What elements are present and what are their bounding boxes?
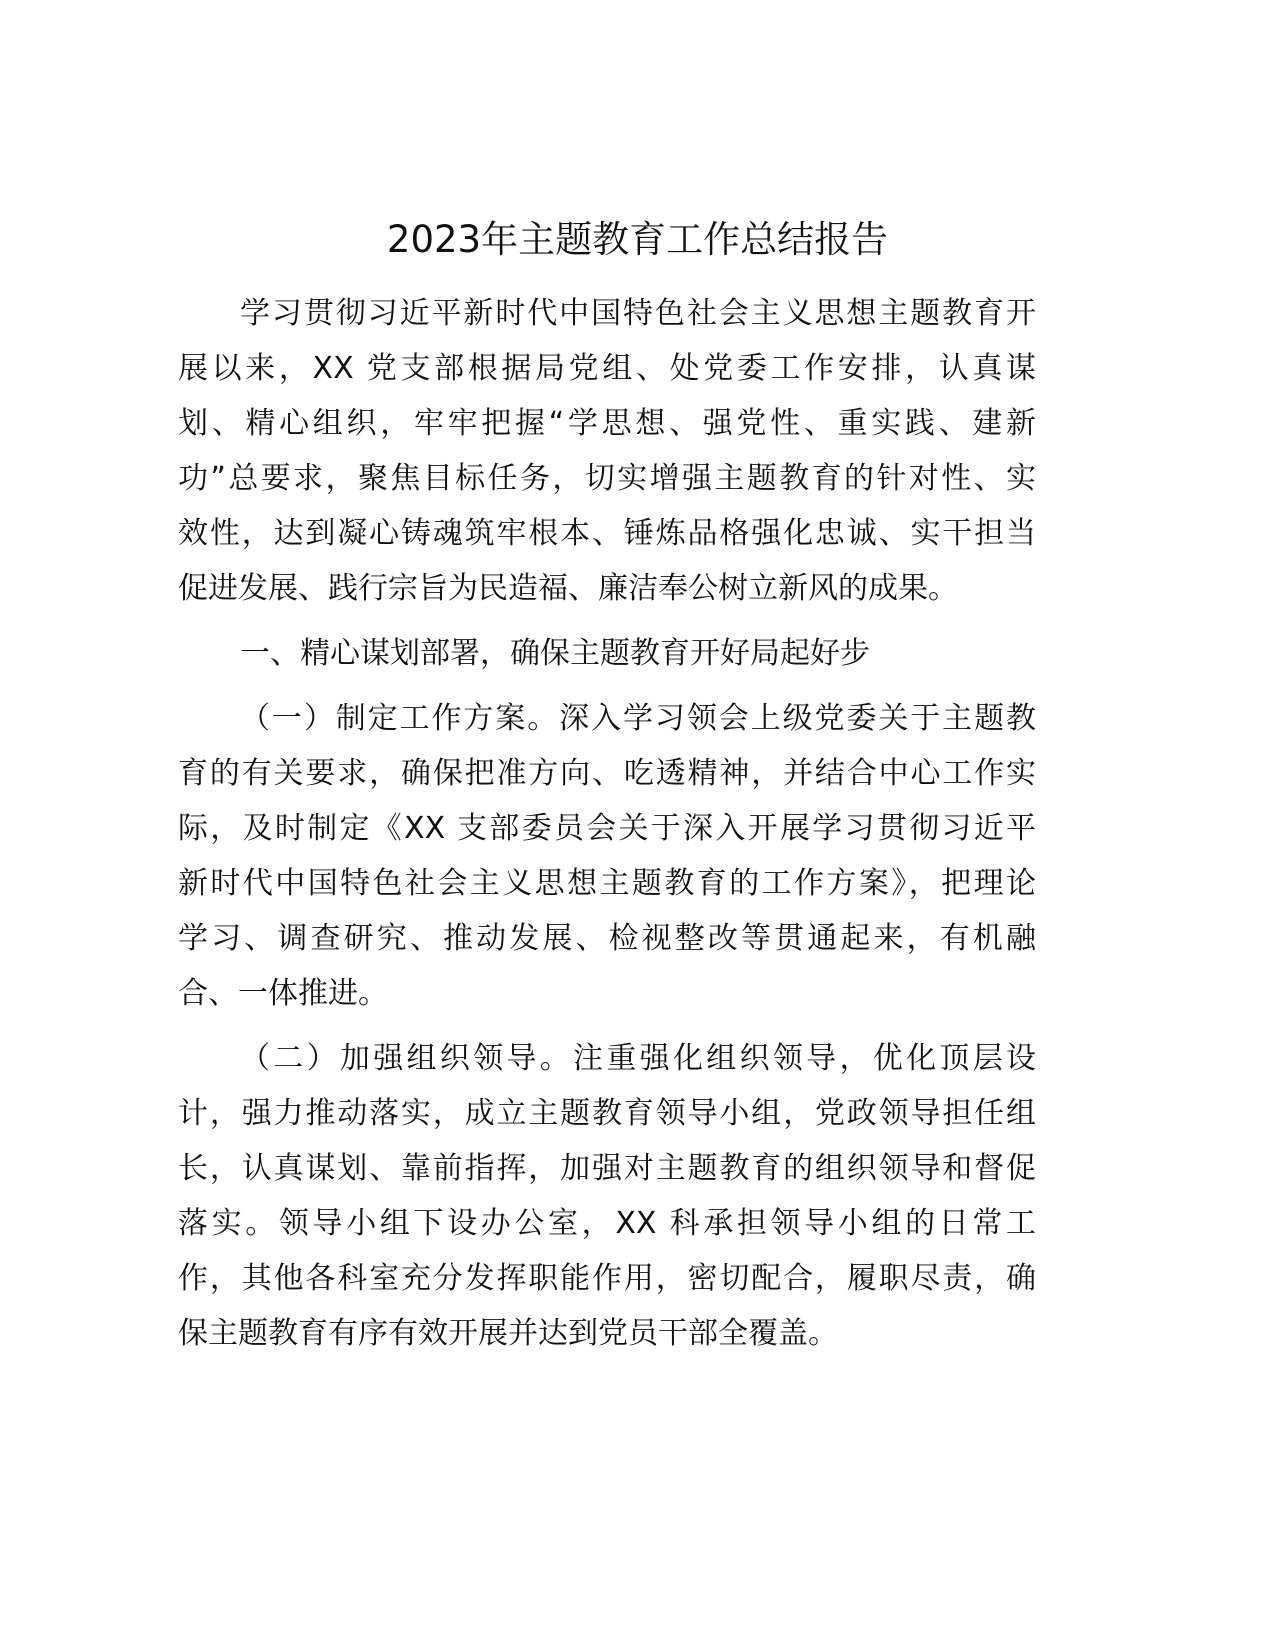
text-line: 新时代中国特色社会主义思想主题教育的工作方案》，把理论 xyxy=(178,866,1036,901)
text-line: 效性，达到凝心铸魂筑牢根本、锤炼品格强化忠诚、实干担当 xyxy=(178,516,1036,551)
text-line: 学习、调查研究、推动发展、检视整改等贯通起来，有机融 xyxy=(178,921,1036,956)
text-line: （二）加强组织领导。注重强化组织领导，优化顶层设 xyxy=(240,1041,1036,1076)
text-line: 促进发展、践行宗旨为民造福、廉洁奉公树立新风的成果。 xyxy=(178,571,958,606)
text-line: 际，及时制定《XX 支部委员会关于深入开展学习贯彻习近平 xyxy=(178,811,1036,846)
paragraph xyxy=(178,1031,1036,1361)
document-title: 2023年主题教育工作总结报告 xyxy=(386,218,889,261)
text-line: 育的有关要求，确保把准方向、吃透精神，并结合中心工作实 xyxy=(178,756,1036,791)
section-heading xyxy=(178,626,1036,681)
text-line: 学习贯彻习近平新时代中国特色社会主义思想主题教育开 xyxy=(240,296,1036,331)
paragraph xyxy=(178,691,1036,1021)
text-line: 合、一体推进。 xyxy=(178,976,388,1011)
text-line: 落实。领导小组下设办公室，XX 科承担领导小组的日常工 xyxy=(178,1206,1036,1241)
text-line: 功”总要求，聚焦目标任务，切实增强主题教育的针对性、实 xyxy=(178,461,1036,496)
text-line: 一、精心谋划部署，确保主题教育开好局起好步 xyxy=(240,636,870,671)
text-line: 展以来，XX 党支部根据局党组、处党委工作安排，认真谋 xyxy=(178,351,1036,386)
text-line: （一）制定工作方案。深入学习领会上级党委关于主题教 xyxy=(240,701,1036,736)
text-line: 作，其他各科室充分发挥职能作用，密切配合，履职尽责，确 xyxy=(178,1261,1036,1296)
paragraph xyxy=(178,286,1036,616)
text-line: 计，强力推动落实，成立主题教育领导小组，党政领导担任组 xyxy=(178,1096,1036,1131)
text-line: 保主题教育有序有效开展并达到党员干部全覆盖。 xyxy=(178,1316,838,1351)
text-line: 划、精心组织，牢牢把握“学思想、强党性、重实践、建新 xyxy=(178,406,1036,441)
text-line: 长，认真谋划、靠前指挥，加强对主题教育的组织领导和督促 xyxy=(178,1151,1036,1186)
document-body xyxy=(178,286,1036,1371)
